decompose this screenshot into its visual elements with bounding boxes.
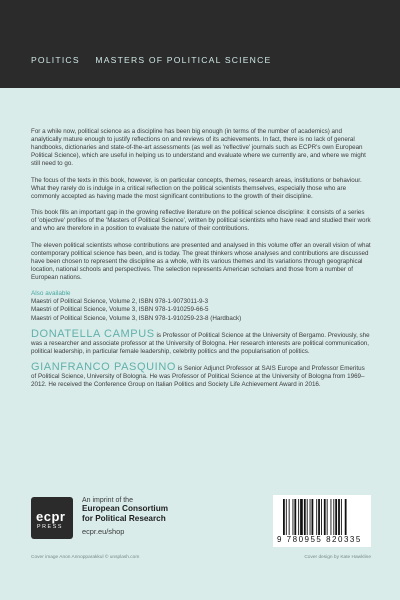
author-bio bbox=[31, 360, 371, 389]
cover-design-credit: Cover design by Kate Hawkline bbox=[304, 555, 371, 560]
ecpr-press-logo bbox=[31, 497, 73, 539]
imprint-line: An imprint of the bbox=[82, 497, 133, 504]
barcode-number: 9 780955 820335 bbox=[277, 535, 362, 544]
also-available-item: Maestri of Political Science, Volume 3, ISBN 978-1-910259-66-5 bbox=[31, 306, 209, 314]
back-cover-text bbox=[31, 128, 371, 389]
logo-subtext: PRESS bbox=[37, 524, 63, 530]
publisher-url[interactable]: ecpr.eu/shop bbox=[82, 527, 125, 536]
blurb-paragraph: The focus of the texts in this book, however, is on particular concepts, themes, research areas, institutions or behaviour. What they rarely do is indulge in a critical reflection on the political scientists themselves, especially those who are commonly accepted as having made the most significant contributions to the growth of their discipline. bbox=[31, 176, 362, 200]
also-available-item: Maestri of Political Science, Volume 2, ISBN 978-1-9073011-9-3 bbox=[31, 298, 209, 306]
blurb-paragraph: For a while now, political science as a discipline has been big enough (in terms of the number of academics) and analytically mature enough to justify reflections on and reviews of its achievements. In fact, there is no lack of general handbooks, dictionaries and state-of-the-art assessments (as well as 'reflective' journals such as ECPR's own European Political Science), which are useful in helping us to understand and evaluate where we currently are, and where we might still need to go. bbox=[31, 128, 366, 168]
blurb-paragraph: The eleven political scientists whose contributions are presented and analysed in this volume offer an overall vision of what contemporary political science has been, and is today. The great thinkers whose analyses and contributions are discussed have been chosen to represent the discipline as a whole, with its various themes and its variations through geographical location, national schools and perspectives. The selection represents American scholars and those from a number of European nations. bbox=[31, 241, 371, 281]
author-name: GIANFRANCO PASQUINO bbox=[31, 360, 177, 373]
publisher-name-line1: European Consortium bbox=[82, 504, 168, 513]
imprint-block bbox=[82, 497, 212, 536]
author-name: DONATELLA CAMPUS bbox=[31, 327, 155, 340]
series-label-politics: POLITICS bbox=[31, 55, 80, 65]
publisher-name-line2: for Political Research bbox=[82, 514, 166, 523]
barcode-bars bbox=[283, 499, 367, 535]
author-bio-text: is Senior Adjunct Professor at SAIS Europe and Professor Emeritus of Political Science, University of Bologna. He was Professor of Political Science at the University of Bologna from 1969–2012. He received the Conference Group on Italian Politics and Society Life Achievement Award in 2016. bbox=[31, 364, 365, 389]
blurb-paragraph: This book fills an important gap in the growing reflective literature on the political science discipline: it consists of a series of 'objective' profiles of the 'Masters of Political Science', written by political scientists who have read and studied their work and who are therefore in a position to evaluate the nature of their contributions. bbox=[31, 209, 371, 233]
author-bio bbox=[31, 327, 371, 356]
logo-text: ecpr bbox=[36, 509, 66, 524]
cover-image-credit: Cover image Anon Annopparakkul © unsplash.com bbox=[31, 555, 140, 560]
series-title bbox=[31, 55, 283, 65]
publisher-footer bbox=[31, 497, 371, 567]
header-band bbox=[0, 0, 400, 88]
also-available-item: Maestri of Political Science, Volume 3, ISBN 978-1-910259-23-8 (Hardback) bbox=[31, 314, 242, 322]
series-label-masters: MASTERS OF POLITICAL SCIENCE bbox=[95, 55, 272, 65]
isbn-barcode bbox=[273, 495, 371, 547]
also-available-title: Also available bbox=[31, 290, 71, 298]
author-bio-text: is Professor of Political Science at the University of Bergamo. Previously, she was a researcher and associate professor at the University of Bologna. Her research interests are political communication, political leadership, in particular female leadership, celebrity politics and the popularisation of politics. bbox=[31, 331, 370, 355]
